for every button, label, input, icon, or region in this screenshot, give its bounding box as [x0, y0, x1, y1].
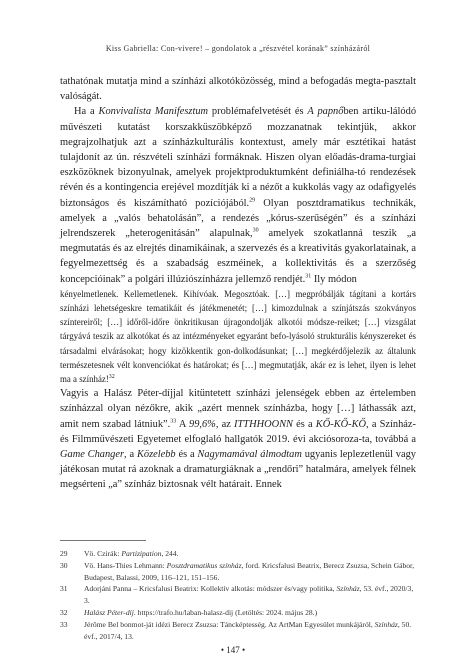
footnote-span: . https://trafo.hu/laban-halasz-dij (Letöltés: 2024. május 28.)	[133, 607, 318, 617]
footnote-item	[60, 560, 416, 584]
footnote-text	[84, 583, 416, 607]
footnote-italic: Partizipation	[121, 549, 162, 558]
text-span: A	[176, 418, 189, 430]
title-italic: Game Changer	[60, 449, 125, 461]
text-span: problémafelvetését és	[208, 106, 308, 118]
footnote-text	[84, 619, 416, 643]
footnote-span: , ford. Kricsfalusi Beatrix, Berecz Zsuzsa, Schein Gábor, Budapest, Balassi, 2009, 116–121, 151–156.	[84, 560, 415, 582]
footnote-text	[84, 548, 416, 560]
footnote-divider	[60, 540, 146, 541]
footnote-span: Vö. Hans-Thies Lehmann:	[84, 560, 167, 570]
footnote-number: 30	[60, 560, 68, 570]
title-italic: ITTHHOONN	[234, 418, 293, 430]
footnote-italic: Posztdramatikus színház	[166, 560, 242, 570]
text-span: ben artiku-lálódó művészeti kutatást korszakküszöbképző mozzanatnak tekintjük, akkor megrajzolhatjuk azt a színházkulturális kontextust, amely már esztétikai hatást tulajdonít az ún. részvételi színházi formáknak. Hiszen olyan előadás-drama-turgiai eszközöknek bizonyulnak, amelyek projektproduktumként definiálha-tó rendezések révén és a kontingencia erejével mozdítják ki a nézőt a kukkolás vagy az odafigyelés biztonságos és kiszámítható pozíciójából.	[60, 106, 417, 209]
paragraph-1: tathatónak mutatja mind a színházi alkotóközösség, mind a befogadás megta-pasztalt valóságát.	[60, 76, 416, 103]
title-italic: Konvivalista Manifesztum	[98, 106, 209, 118]
footnote-italic: Halász Péter-díj	[84, 607, 134, 617]
quote-text: kényelmetlenek. Kellemetlenek. Kihívóak. Megosztóak. […] megpróbálják tágítani a kortárs színházi lehetségeskre tematikáit és játékmenetét; […] kimozdulnak a színjátszás szokványos színtereiről; […] időről-időre önkritikusan újragondolják alkotói módsze-reiket; […] vizsgálat tárgyává teszik az alkotókat és az intézményeket egyaránt befo-lyásoló strukturális kényszereket és társadalmi elvárásokat; hogy kizökkentik gon-dolkodásunkat; […] megkérdőjelezik az általunk természetesnek vélt konvenciókat és határokat; és […] megmutatják, akár ez is lehet, ilyen is lehet ma a színház!	[60, 288, 416, 385]
footnote-number: 33	[60, 619, 68, 629]
footnote-span: Vö. Czirák:	[84, 549, 122, 558]
footnote-ref[interactable]: 33	[170, 418, 177, 425]
footnote-number: 31	[60, 584, 68, 594]
footnote-item	[60, 583, 416, 607]
text-span: Olyan posztdramatikus technikák, amelyek a „valós behatolásán”, a rendezés „kórus-szerűségén” és a színházi jelrendszerek „heterogenitásán” alapulnak,	[60, 197, 416, 240]
running-head: Kiss Gabriella: Con-vivere! – gondolatok a „részvétel korának” színházáról	[105, 44, 371, 53]
footnote-number: 32	[60, 607, 68, 617]
footnote-ref[interactable]: 32	[108, 374, 115, 381]
footnote-text	[84, 607, 416, 619]
paragraph-3	[60, 386, 416, 492]
page-number: • 147 •	[220, 645, 246, 655]
text-span: , az	[215, 418, 235, 430]
footnote-span: , 50. évf., 2017/4, 13.	[84, 619, 412, 641]
footnote-item	[60, 619, 416, 643]
text-span: és a	[292, 418, 316, 430]
text-span: Vagyis a Halász Péter-díjjal kitüntetett színházi jelenségek ebben az értelemben színházzal olyan nézőkre, akik „azért mennek színházba, hogy […] láthassák azt, amit nem szabad látniuk”.	[60, 388, 416, 430]
title-italic: Közelebb	[136, 449, 176, 461]
title-italic: Nagymamával álmodtam	[197, 449, 302, 461]
footnotes	[60, 548, 416, 642]
text-span: Ha a	[74, 106, 99, 118]
paragraph-2	[60, 104, 416, 286]
footnote-number: 29	[60, 549, 68, 558]
footnote-ref[interactable]: 29	[249, 197, 256, 204]
text-span: Ily módon	[311, 273, 357, 285]
footnote-text	[84, 560, 416, 584]
footnote-item	[60, 607, 416, 619]
block-quote	[60, 287, 416, 386]
footnote-span: , 244.	[161, 549, 179, 558]
title-italic: A papnő	[307, 106, 344, 118]
footnote-span: Jérôme Bel bonmot-ját idézi Berecz Zsuzsa: Táncképtesség. Az ArtMan Egyesület munkájáról,	[84, 619, 375, 629]
footnote-span: , 53. évf., 2020/3, 3.	[84, 584, 414, 606]
title-italic: KŐ-KŐ-KŐ	[315, 418, 367, 430]
text-span: ugyanis leplezetlenül vagy játékosan mutat rá azoknak a dramaturgiáknak a „rendőri” hatalmára, amelyek félnek megsérteni „a” színház biztosnak vélt határait. Ennek	[60, 449, 416, 491]
footnote-ref[interactable]: 31	[305, 273, 312, 280]
footnote-italic: Színház	[336, 584, 360, 594]
text-span: , a Színház- és Filmművészeti Egyetemet elfoglaló hallgatók 2019. évi akciósoroza-ta, továbbá a	[60, 418, 416, 445]
text-span: és a	[175, 449, 198, 461]
main-text	[60, 74, 416, 493]
title-italic: 99,6%	[189, 418, 216, 430]
footnote-item	[60, 548, 416, 560]
footnote-ref[interactable]: 30	[252, 227, 259, 234]
footnote-italic: Színház	[374, 619, 398, 629]
text-span: amelyek szokatlanná teszik „a megmutatás és az elrejtés dinamikáinak, a szervezés és a kreativitás gyakorlatainak, a fegyelmezettség és a szabadság eszméinek, a kollektivitás és a szerzőség koncepcióinak” a polgári illúziószínházra jellemző rendjét.	[60, 228, 417, 285]
text-span: , a	[124, 449, 137, 461]
footnote-span: Adorjáni Panna – Kricsfalusi Beatrix: Kollektív alkotás: módszer és/vagy politika,	[84, 584, 337, 594]
